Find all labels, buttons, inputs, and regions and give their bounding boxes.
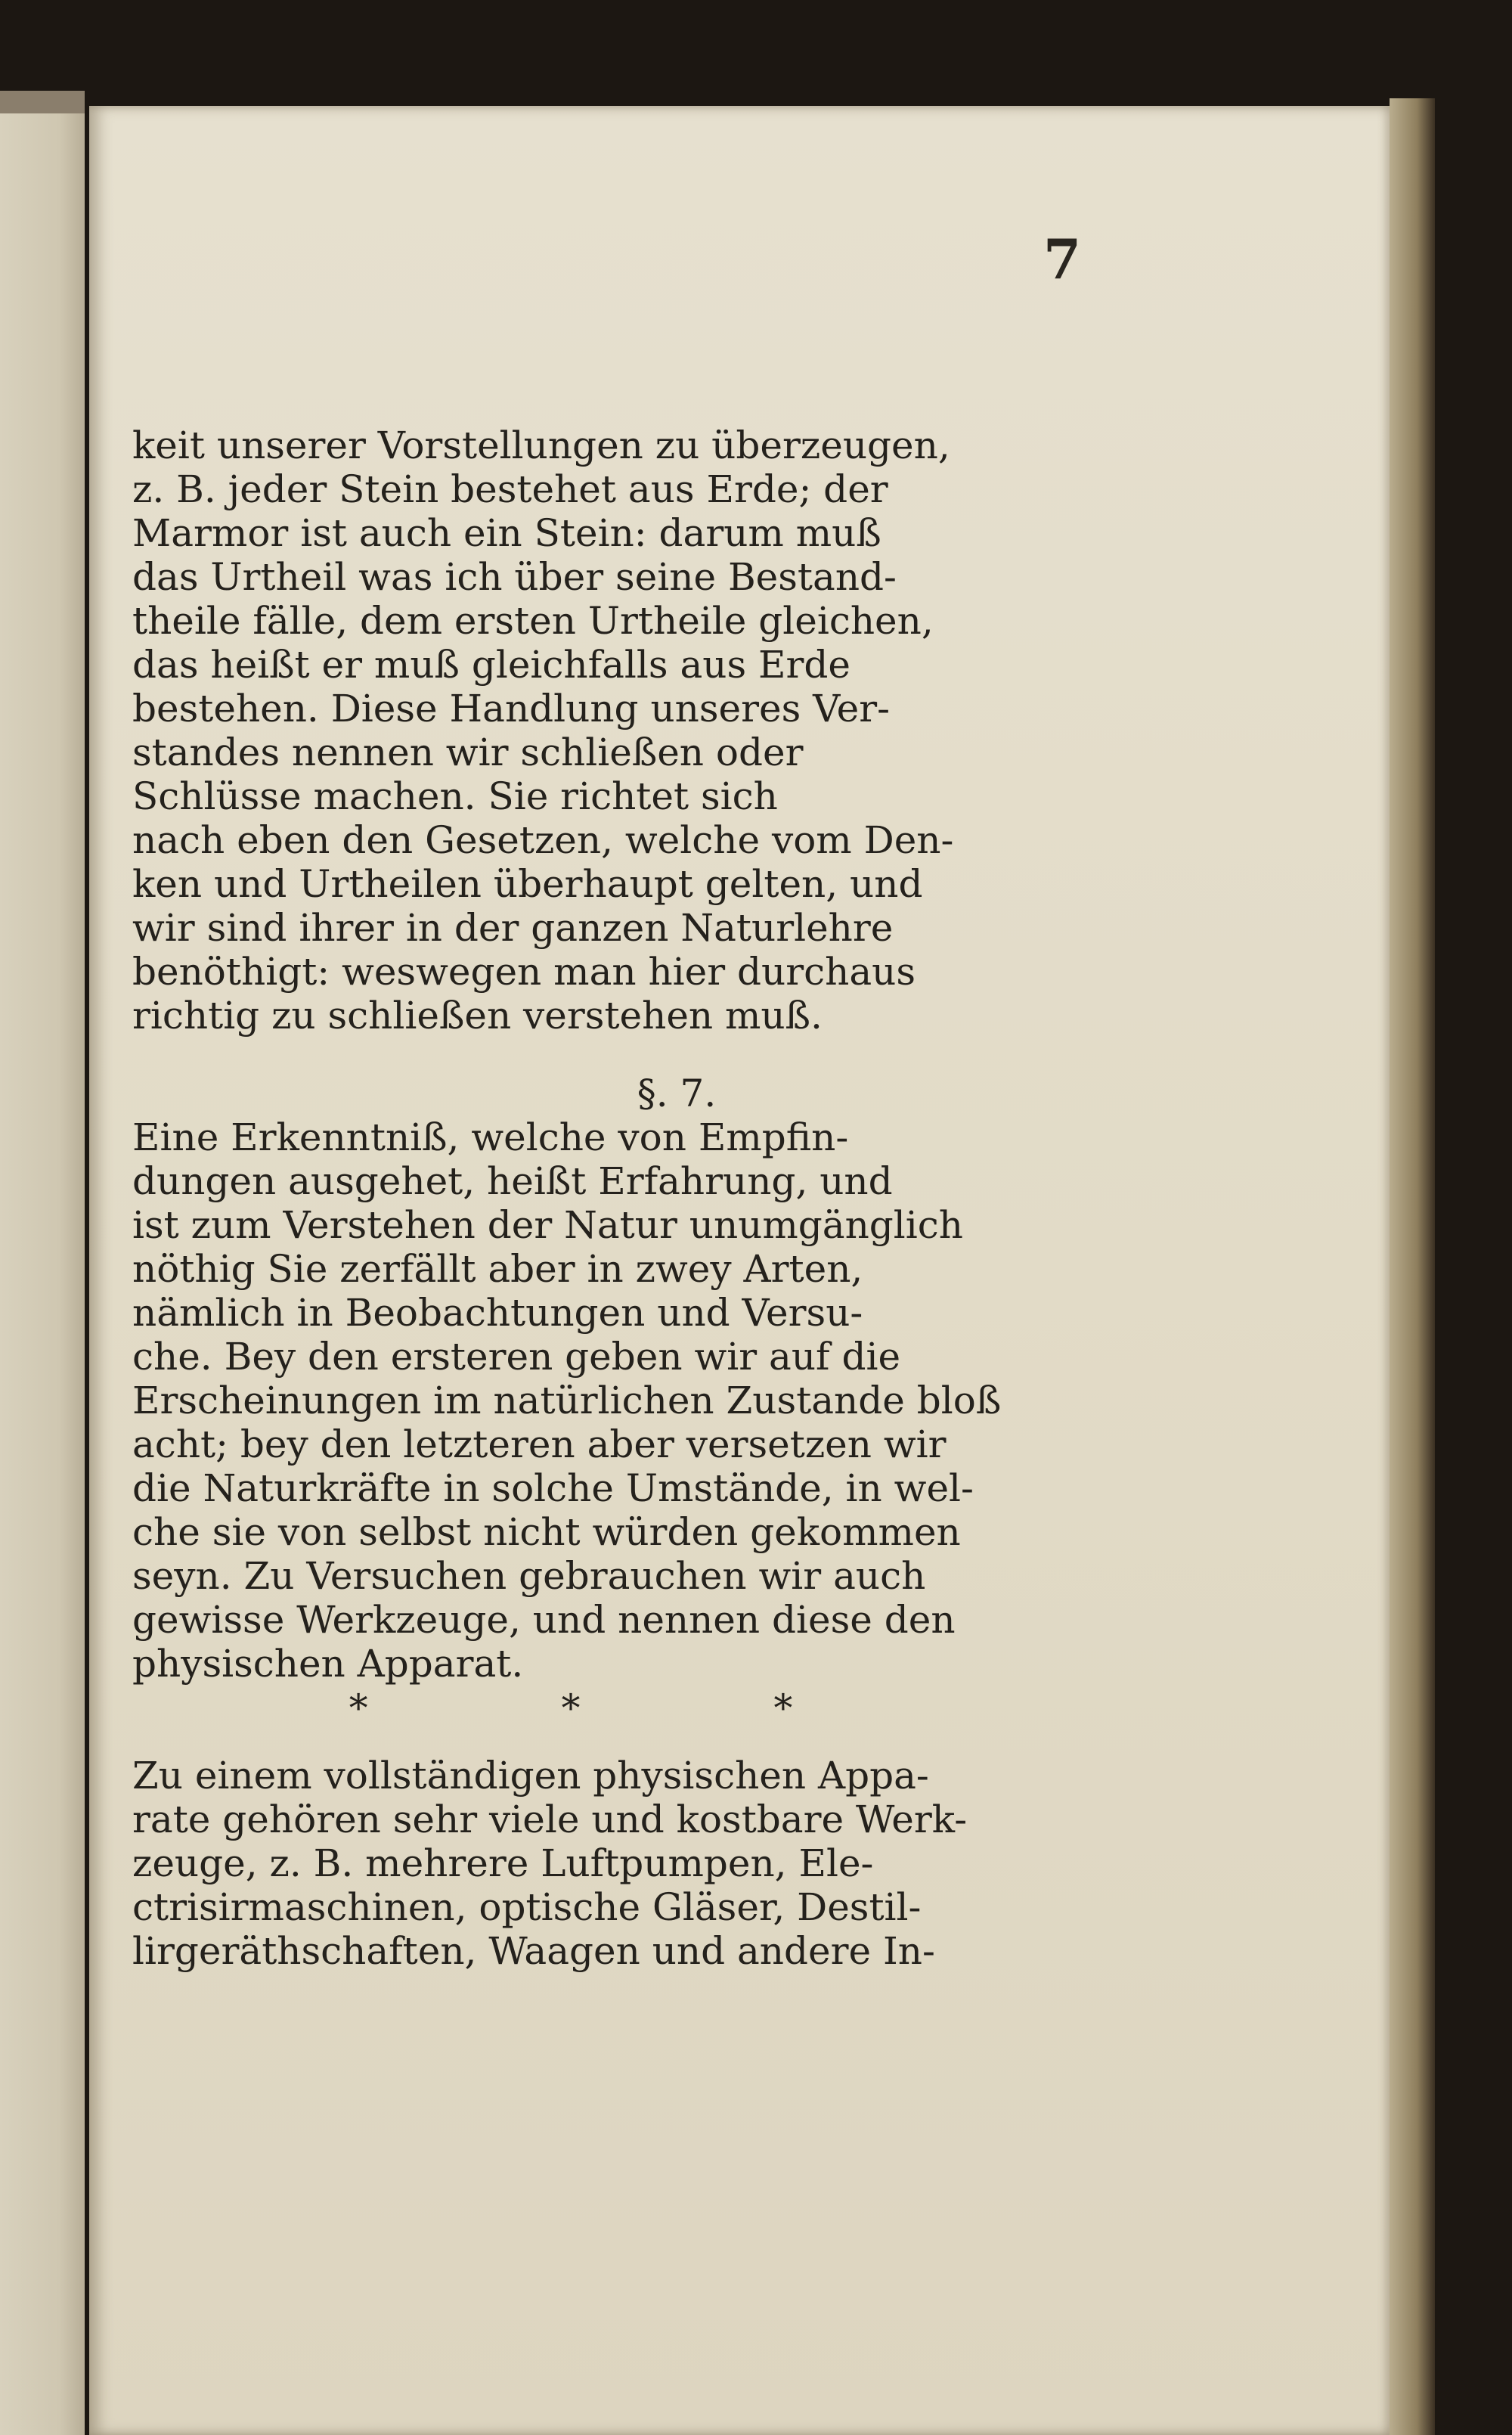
text-line: ist zum Verstehen der Natur unumgänglich bbox=[132, 1203, 963, 1247]
section-heading: §. 7. bbox=[637, 1072, 717, 1115]
left-page bbox=[0, 113, 85, 2435]
text-line: lirgeräthschaften, Waagen und andere In- bbox=[132, 1929, 935, 1973]
text-line: nöthig Sie zerfällt aber in zwey Arten, bbox=[132, 1247, 863, 1291]
text-line: theile fälle, dem ersten Urtheile gleichen, bbox=[132, 599, 934, 643]
text-line: Schlüsse machen. Sie richtet sich bbox=[132, 774, 778, 818]
text-line: bestehen. Diese Handlung unseres Ver- bbox=[132, 687, 891, 730]
text-line: benöthigt: weswegen man hier durchaus bbox=[132, 950, 916, 994]
text-line: nämlich in Beobachtungen und Versu- bbox=[132, 1291, 863, 1335]
text-line: keit unserer Vorstellungen zu überzeugen, bbox=[132, 423, 950, 467]
text-line: das Urtheil was ich über seine Bestand- bbox=[132, 555, 897, 599]
text-line: che. Bey den ersteren geben wir auf die bbox=[132, 1335, 901, 1379]
text-line: zeuge, z. B. mehrere Luftpumpen, Ele- bbox=[132, 1841, 874, 1885]
text-line: acht; bey den letzteren aber versetzen wir bbox=[132, 1422, 947, 1466]
text-line: gewisse Werkzeuge, und nennen diese den bbox=[132, 1598, 956, 1642]
text-line: richtig zu schließen verstehen muß. bbox=[132, 994, 823, 1038]
paragraph-1 bbox=[132, 423, 1100, 1038]
text-line: das heißt er muß gleichfalls aus Erde bbox=[132, 643, 851, 687]
text-line: Erscheinungen im natürlichen Zustande bloß bbox=[132, 1379, 1002, 1422]
text-line: dungen ausgehet, heißt Erfahrung, und bbox=[132, 1159, 893, 1203]
paragraph-3 bbox=[132, 1754, 1100, 1973]
text-line: wir sind ihrer in der ganzen Naturlehre bbox=[132, 906, 894, 950]
text-line: nach eben den Gesetzen, welche vom Den- bbox=[132, 818, 954, 862]
text-line: ken und Urtheilen überhaupt gelten, und bbox=[132, 862, 923, 906]
paragraph-2 bbox=[132, 1115, 1100, 1686]
text-line: z. B. jeder Stein bestehet aus Erde; der bbox=[132, 467, 888, 511]
text-line: Eine Erkenntniß, welche von Empfin- bbox=[132, 1115, 849, 1159]
page-edge bbox=[1390, 98, 1435, 2435]
text-line: ctrisirmaschinen, optische Gläser, Destil- bbox=[132, 1885, 922, 1929]
page-number: 7 bbox=[1043, 227, 1082, 291]
text-line: Marmor ist auch ein Stein: darum muß bbox=[132, 511, 881, 555]
text-line: seyn. Zu Versuchen gebrauchen wir auch bbox=[132, 1554, 926, 1598]
text-line: rate gehören sehr viele und kostbare Werk- bbox=[132, 1798, 968, 1841]
text-line: che sie von selbst nicht würden gekommen bbox=[132, 1510, 961, 1554]
text-line: physischen Apparat. bbox=[132, 1642, 524, 1686]
text-line: standes nennen wir schließen oder bbox=[132, 730, 804, 774]
text-line: Zu einem vollständigen physischen Appa- bbox=[132, 1754, 929, 1798]
separator-asterisks: * * * bbox=[349, 1686, 884, 1730]
text-line: die Naturkräfte in solche Umstände, in wel- bbox=[132, 1466, 974, 1510]
page-text bbox=[132, 423, 1100, 1973]
